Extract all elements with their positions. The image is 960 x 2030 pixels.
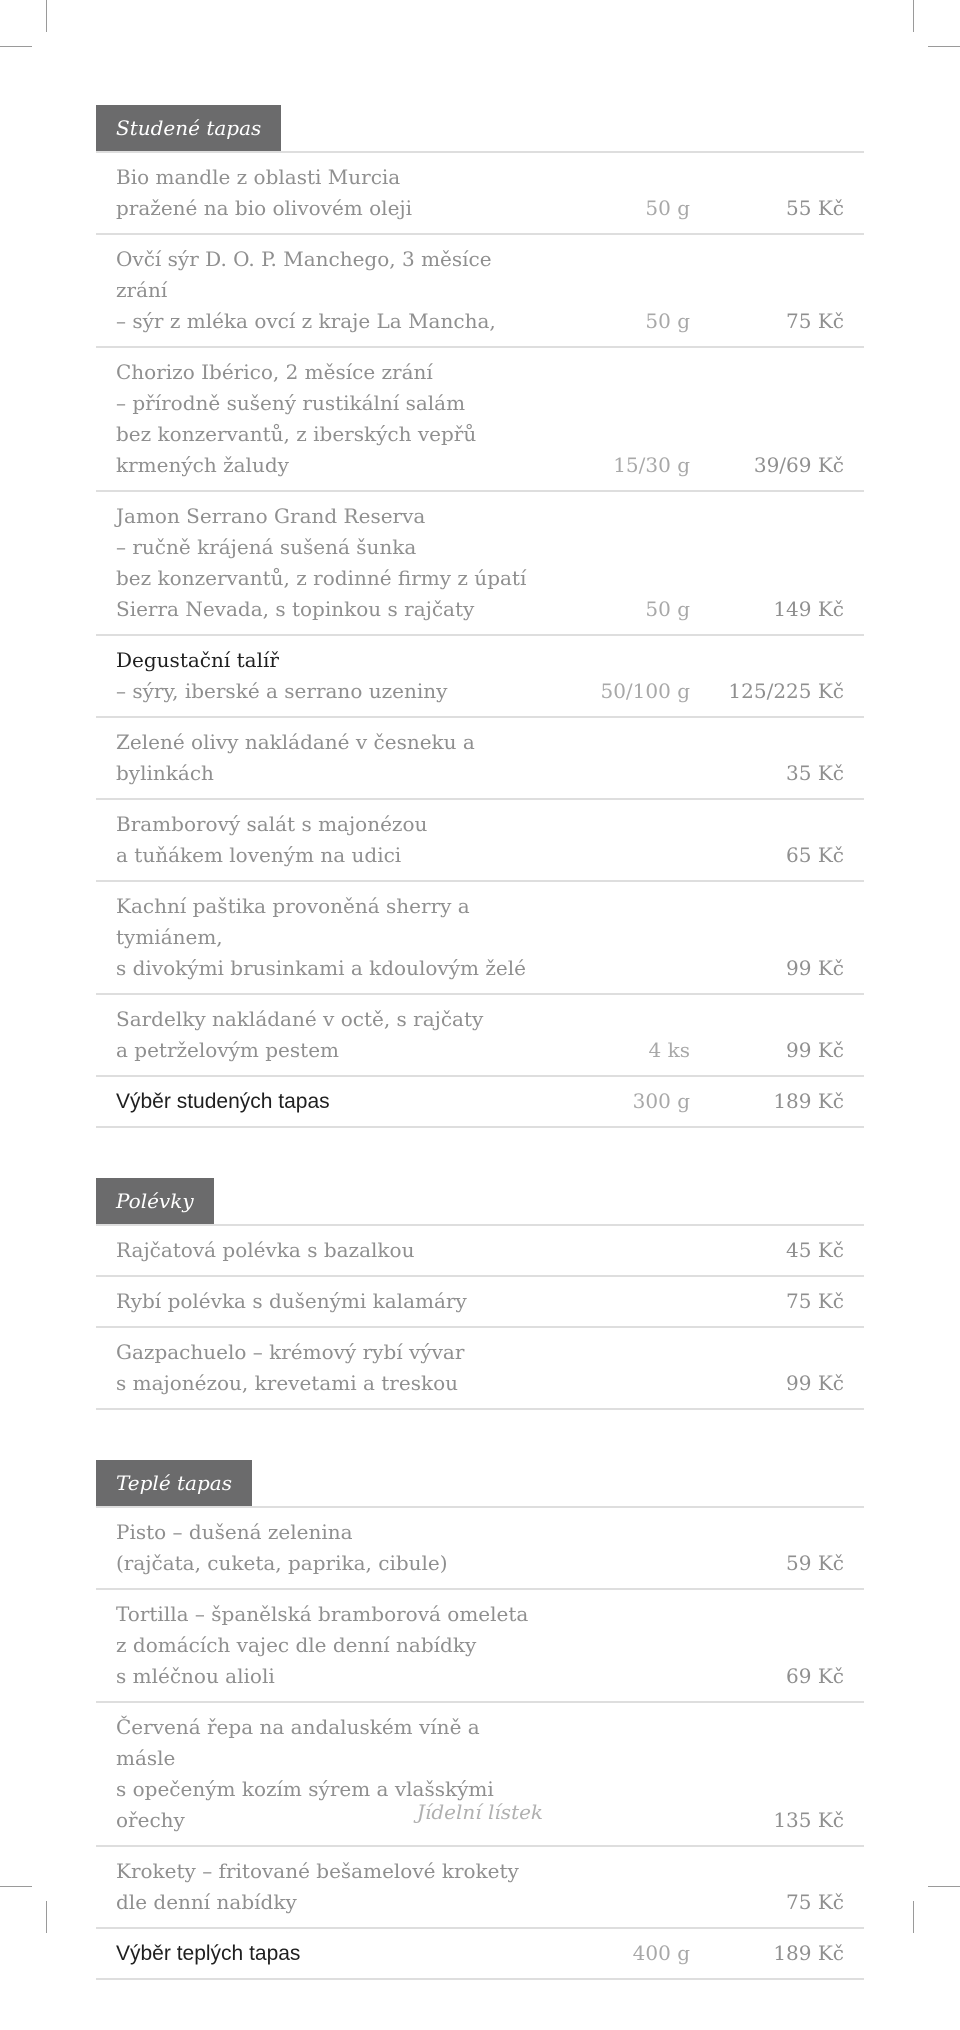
- menu-item: [96, 1590, 864, 1703]
- item-price: 39/69 Kč: [753, 453, 844, 477]
- crop-mark: [928, 46, 960, 47]
- item-description: Rajčatová polévka s bazalkou: [116, 1238, 415, 1262]
- menu-item: [96, 1847, 864, 1929]
- section-title: Studené tapas: [96, 105, 281, 151]
- page-footer: Jídelní lístek: [416, 1800, 544, 1824]
- item-price: 99 Kč: [786, 1371, 844, 1395]
- item-weight: 4 ks: [648, 1038, 690, 1062]
- menu-item: [96, 492, 864, 636]
- menu-item: [96, 1277, 864, 1328]
- item-price: 99 Kč: [786, 1038, 844, 1062]
- menu-items: [96, 1224, 864, 1410]
- item-price: 99 Kč: [786, 956, 844, 980]
- item-description: Tortilla – španělská bramborová omeleta z domácích vajec dle denní nabídky s mléčnou alioli: [116, 1602, 529, 1688]
- menu-item: [96, 1077, 864, 1128]
- menu-content: [96, 105, 864, 2030]
- menu-item: [96, 636, 864, 718]
- crop-mark: [913, 0, 914, 32]
- item-weight: 300 g: [632, 1089, 690, 1113]
- item-description: Kachní paštika provoněná sherry a tymiánem, s divokými brusinkami a kdoulovým želé: [116, 894, 526, 980]
- item-weight: 50/100 g: [600, 679, 690, 703]
- item-price: 125/225 Kč: [728, 679, 844, 703]
- menu-item: [96, 1929, 864, 1980]
- crop-mark: [928, 1886, 960, 1887]
- item-price: 59 Kč: [786, 1551, 844, 1575]
- menu-items: [96, 1506, 864, 1980]
- item-price: 45 Kč: [786, 1238, 844, 1262]
- item-title: Degustační talíř: [116, 648, 279, 672]
- item-price: 75 Kč: [786, 1890, 844, 1914]
- item-description: Sardelky nakládané v octě, s rajčaty a petrželovým pestem: [116, 1007, 484, 1062]
- menu-item: [96, 153, 864, 235]
- item-price: 69 Kč: [786, 1664, 844, 1688]
- crop-mark: [0, 46, 32, 47]
- item-price: 189 Kč: [773, 1941, 844, 1965]
- item-description: Rybí polévka s dušenými kalamáry: [116, 1289, 467, 1313]
- item-description: Červená řepa na andaluském víně a másle s opečeným kozím sýrem a vlašskými ořechy: [116, 1715, 494, 1832]
- item-price: 75 Kč: [786, 309, 844, 333]
- menu-item: [96, 1508, 864, 1590]
- menu-item: [96, 348, 864, 492]
- crop-mark: [0, 1886, 32, 1887]
- item-description: Krokety – fritované bešamelové krokety dle denní nabídky: [116, 1859, 519, 1914]
- section-title: Teplé tapas: [96, 1460, 252, 1506]
- menu-section: [96, 105, 864, 1128]
- item-price: 75 Kč: [786, 1289, 844, 1313]
- item-description: Ovčí sýr D. O. P. Manchego, 3 měsíce zrání – sýr z mléka ovcí z kraje La Mancha,: [116, 247, 496, 333]
- menu-item: [96, 995, 864, 1077]
- item-price: 35 Kč: [786, 761, 844, 785]
- item-weight: 15/30 g: [613, 453, 690, 477]
- item-description: Bramborový salát s majonézou a tuňákem loveným na udici: [116, 812, 428, 867]
- item-price: 149 Kč: [773, 597, 844, 621]
- item-weight: 50 g: [645, 597, 690, 621]
- item-price: 55 Kč: [786, 196, 844, 220]
- menu-item: [96, 235, 864, 348]
- menu-item: [96, 1328, 864, 1410]
- item-weight: 50 g: [645, 196, 690, 220]
- item-description: Zelené olivy nakládané v česneku a bylinkách: [116, 730, 475, 785]
- crop-mark: [46, 0, 47, 32]
- crop-mark: [913, 1901, 914, 1933]
- menu-item: [96, 882, 864, 995]
- menu-item: [96, 1703, 864, 1847]
- item-price: 189 Kč: [773, 1089, 844, 1113]
- menu-section: [96, 1460, 864, 1980]
- item-description: Výběr teplých tapas: [116, 1942, 301, 1965]
- item-description: Výběr studených tapas: [116, 1090, 330, 1113]
- item-weight: 50 g: [645, 309, 690, 333]
- menu-items: [96, 151, 864, 1128]
- item-description: Gazpachuelo – krémový rybí vývar s majonézou, krevetami a treskou: [116, 1340, 465, 1395]
- menu-item: [96, 718, 864, 800]
- item-description: Chorizo Ibérico, 2 měsíce zrání – přírodně sušený rustikální salám bez konzervantů, z iberských vepřů krmených žaludy: [116, 360, 477, 477]
- item-description: Jamon Serrano Grand Reserva – ručně krájená sušená šunka bez konzervantů, z rodinné firmy z úpatí Sierra Nevada, s topinkou s rajčaty: [116, 504, 527, 621]
- menu-section: [96, 1178, 864, 1410]
- menu-item: [96, 800, 864, 882]
- item-price: 135 Kč: [773, 1808, 844, 1832]
- item-weight: 400 g: [632, 1941, 690, 1965]
- item-description: Degustační talíř – sýry, iberské a serrano uzeniny: [116, 648, 448, 703]
- menu-item: [96, 1226, 864, 1277]
- section-title: Polévky: [96, 1178, 214, 1224]
- item-description: Bio mandle z oblasti Murcia pražené na bio olivovém oleji: [116, 165, 412, 220]
- item-description: Pisto – dušená zelenina (rajčata, cuketa, paprika, cibule): [116, 1520, 448, 1575]
- crop-mark: [46, 1901, 47, 1933]
- item-price: 65 Kč: [786, 843, 844, 867]
